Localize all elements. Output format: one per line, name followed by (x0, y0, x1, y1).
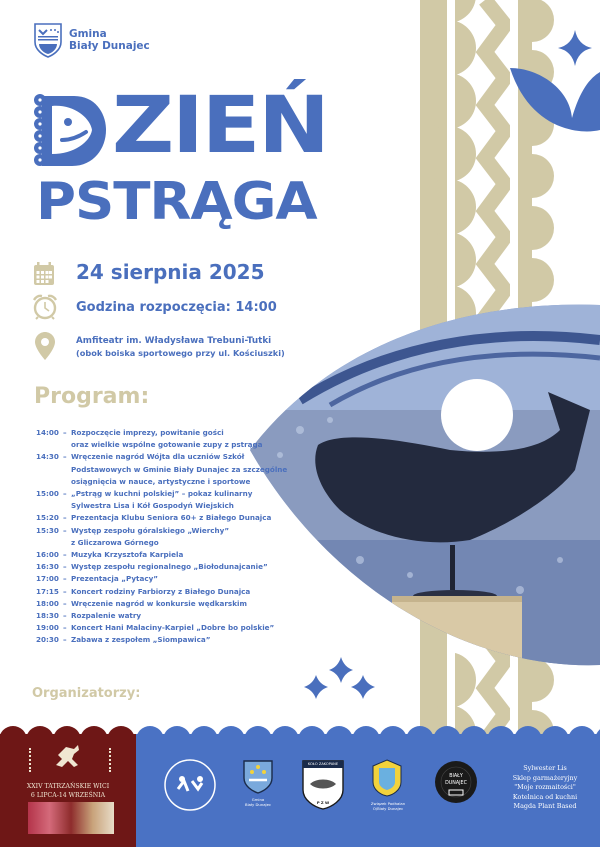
wici-dates: 6 LIPCA-14 WRZEŚNIA (30, 792, 106, 799)
map-pin-icon (35, 332, 55, 360)
folk-embroidery-image (28, 802, 114, 834)
program-item: 16:00 – Muzyka Krzysztofa Karpiela (36, 549, 296, 561)
program-item-text: Występ zespołu regionalnego „Biołodunajcanie” (71, 562, 268, 572)
program-item-time: 15:30 (36, 525, 59, 535)
alarm-clock-icon (32, 294, 58, 320)
program-item-text: Zabawa z zespołem „Siompawica” (71, 635, 211, 645)
program-item-time: 17:15 (36, 586, 59, 596)
program-item: 18:00 – Wręczenie nagród w konkursie wędkarskim (36, 598, 296, 610)
program-item-time: 20:30 (36, 635, 59, 645)
pzw-letters: P Z W (316, 800, 330, 805)
program-item: 14:30 – Wręczenie nagród Wójta dla uczniów Szkół Podstawowych w Gminie Biały Dunajec za szczególne osiągnięcia w nauce, artystyczne i sportowe (36, 451, 296, 488)
fish-head-d-icon (34, 92, 106, 170)
logo-text (69, 28, 150, 52)
program-item-text: Prezentacja Klubu Seniora 60+ z Białego Dunajca (71, 513, 272, 523)
calendar-icon (33, 262, 55, 286)
program-item-text: osiągnięcia w nauce, artystyczne i sportowe (71, 476, 251, 486)
sponsors-list (495, 764, 595, 812)
program-item: 19:00 – Koncert Hani Malaciny-Karpiel „Dobre bo polskie” (36, 622, 296, 634)
decorative-dots-left (29, 748, 33, 772)
program-item-time: 19:00 (36, 623, 59, 633)
program-item-time: 14:00 (36, 428, 59, 437)
program-item: 20:30 – Zabawa z zespołem „Siompawica” (36, 634, 296, 646)
program-item-text: Koncert Hani Malaciny-Karpiel „Dobre bo polskie” (71, 623, 275, 633)
program-item-time: 18:30 (36, 611, 59, 621)
program-item: 18:30 – Rozpalenie watry (36, 610, 296, 622)
organizers-heading: Organizatorzy: (32, 686, 141, 701)
sponsor-item: "Moje rozmaitości" (514, 783, 576, 792)
program-item-text: Rozpoczęcie imprezy, powitanie gości (71, 428, 224, 437)
gmina-caption-2: Biały Dunajec (244, 802, 272, 807)
program-item-text: oraz wielkie wspólne gotowanie zupy z pstrąga (71, 440, 263, 450)
program-item-text: Występ zespołu góralskiego „Wierchy” (71, 525, 230, 535)
program-item-time: 18:00 (36, 598, 59, 608)
title-line-1: ZIEŃ (112, 81, 328, 171)
coat-of-arms-icon (33, 22, 63, 58)
title-line-2: PSTRĄGA (36, 172, 317, 232)
sponsor-item: Sklep garmażeryjny (512, 773, 578, 782)
program-item-text: z Gliczarowa Górnego (71, 537, 159, 547)
program-item-time: 16:00 (36, 550, 59, 560)
program-item: 17:15 – Koncert rodziny Farbiorzy z Białego Dunajca (36, 586, 296, 598)
scalloped-footer-edge (0, 720, 600, 740)
zp-caption-2: O/Biały Dunajec (372, 806, 404, 811)
sponsor-item: Magda Plant Based (513, 802, 577, 811)
program-item-text: Sylwestra Lisa i Kół Gospodyń Wiejskich (71, 501, 234, 511)
logo-line-2: Biały Dunajec (69, 40, 150, 52)
program-item-text: Prezentacja „Pytacy” (71, 574, 158, 584)
program-item: 14:00 – Rozpoczęcie imprezy, powitanie gości oraz wielkie wspólne gotowanie zupy z pstrąga (36, 427, 296, 451)
pzw-name: KOŁO ZAKOPANE (307, 762, 339, 766)
gmina-coat-of-arms (243, 760, 273, 794)
gmina-logo (33, 22, 150, 58)
sponsor-item: Kotelnica od kuchni (512, 792, 578, 801)
program-list (36, 427, 296, 647)
zp-caption-1: Związek Podhalan (370, 801, 406, 806)
gok-logo (160, 755, 220, 815)
running-highlander-icon (52, 745, 82, 773)
program-item: 16:30 – Występ zespołu regionalnego „Biołodunajcanie” (36, 561, 296, 573)
program-item-text: Koncert rodziny Farbiorzy z Białego Dunajca (71, 586, 251, 596)
title-dzien (34, 81, 344, 171)
program-item-text: „Pstrąg w kuchni polskiej” – pokaz kulinarny (71, 489, 253, 499)
program-item-time: 17:00 (36, 574, 59, 584)
program-item-time: 15:20 (36, 513, 59, 523)
gmina-caption-1: Gmina (251, 797, 265, 802)
program-item-text: Muzyka Krzysztofa Karpiela (71, 550, 184, 560)
event-time: Godzina rozpoczęcia: 14:00 (76, 300, 277, 315)
program-heading: Program: (34, 384, 150, 409)
logo-line-1: Gmina (69, 28, 107, 40)
program-item: 17:00 – Prezentacja „Pytacy” (36, 573, 296, 585)
event-place-line-1: Amfiteatr im. Władysława Trebuni-Tutki (76, 336, 272, 346)
program-item: 15:00 – „Pstrąg w kuchni polskiej” – pokaz kulinarny Sylwestra Lisa i Kół Gospodyń Wiejskich (36, 488, 296, 512)
wici-title: XXIV TATRZAŃSKIE WICI (26, 783, 110, 790)
zwiazek-podhalan-emblem (367, 758, 407, 798)
program-item-time: 14:30 (36, 452, 59, 462)
program-item-text: Wręczenie nagród Wójta dla uczniów Szkół (71, 452, 245, 462)
event-place-line-2: (obok boiska sportowego przy ul. Kościuszki) (76, 348, 285, 358)
program-item-text: Rozpalenie watry (71, 611, 142, 621)
event-date: 24 sierpnia 2025 (76, 260, 265, 284)
decorative-dots-right (109, 748, 113, 772)
sponsor-item: Sylwester Lis (523, 764, 567, 772)
program-item: 15:20 – Prezentacja Klubu Seniora 60+ z Białego Dunajca (36, 512, 296, 524)
program-item-time: 15:00 (36, 489, 59, 499)
library-name-1: BIAŁY (449, 774, 463, 779)
program-item-text: Wręczenie nagród w konkursie wędkarskim (71, 598, 247, 608)
program-item: 15:30 – Występ zespołu góralskiego „Wierchy” z Gliczarowa Górnego (36, 525, 296, 549)
program-item-text: Podstawowych w Gminie Biały Dunajec za szczególne (71, 464, 288, 474)
library-name-2: DUNAJEC (445, 781, 467, 786)
program-item-time: 16:30 (36, 562, 59, 572)
